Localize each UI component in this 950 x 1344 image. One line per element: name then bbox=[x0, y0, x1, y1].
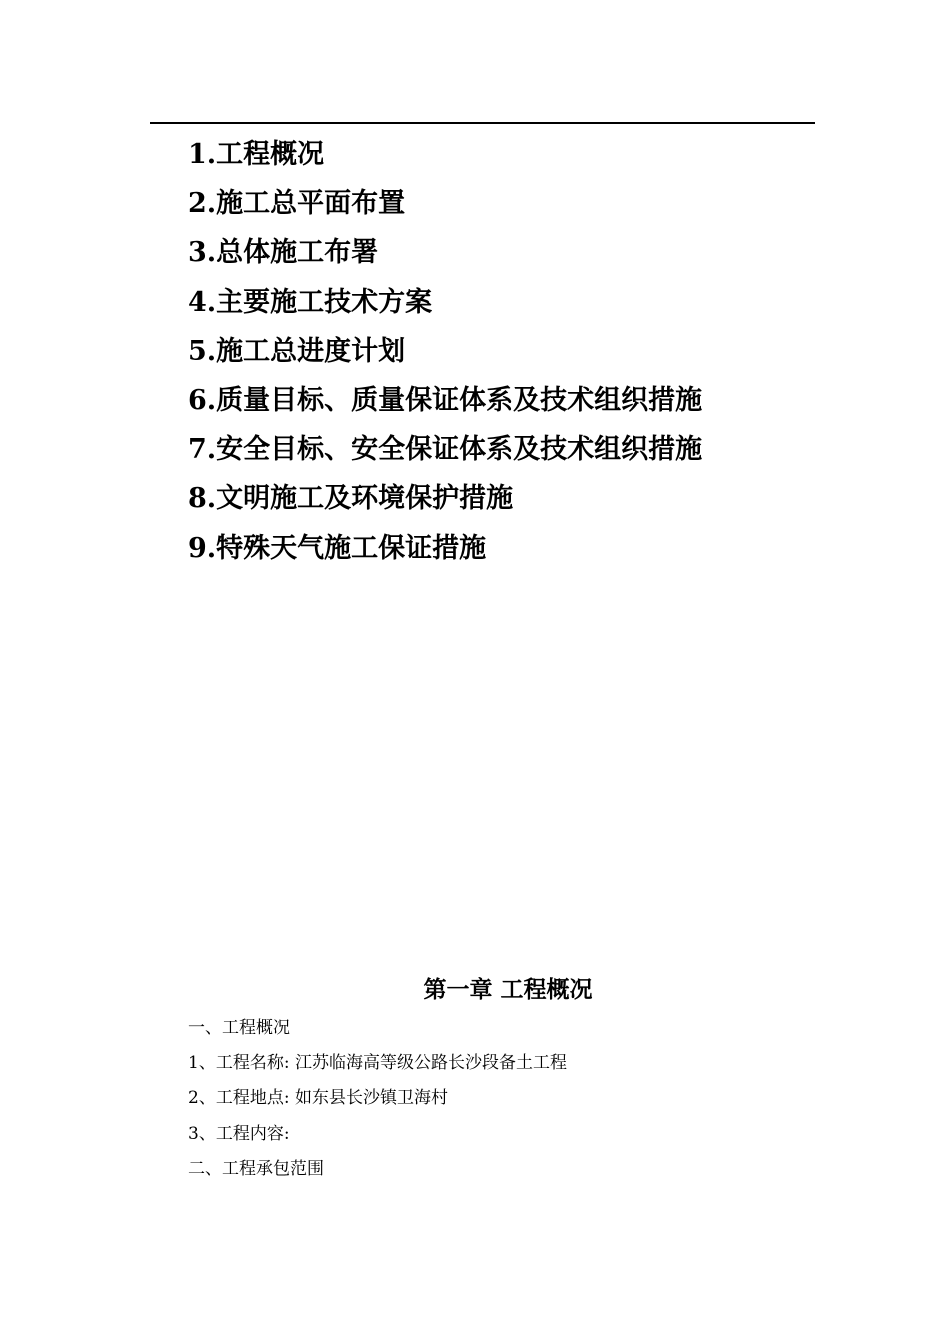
section-heading-overview: 一、工程概况 bbox=[188, 1018, 290, 1038]
header-rule bbox=[150, 122, 815, 124]
toc-item: 1.工程概况 bbox=[188, 139, 325, 170]
toc-item: 4.主要施工技术方案 bbox=[188, 286, 433, 318]
project-name-line: 1、工程名称: 江苏临海高等级公路长沙段备土工程 bbox=[188, 1053, 567, 1074]
toc-item: 9.特殊天气施工保证措施 bbox=[188, 532, 487, 564]
project-content-line: 3、工程内容: bbox=[188, 1123, 290, 1144]
chapter-title: 第一章 工程概况 bbox=[423, 976, 593, 1003]
chapter-body bbox=[188, 1014, 567, 1190]
toc-item: 8.文明施工及环境保护措施 bbox=[188, 483, 514, 515]
toc-item: 6.质量目标、质量保证体系及技术组织措施 bbox=[188, 384, 703, 416]
project-location-line: 2、工程地点: 如东县长沙镇卫海村 bbox=[188, 1088, 448, 1109]
toc-item: 5.施工总进度计划 bbox=[188, 335, 406, 367]
toc-item: 3.总体施工布署 bbox=[188, 237, 379, 269]
toc-item: 2.施工总平面布置 bbox=[188, 188, 406, 220]
toc-item: 7.安全目标、安全保证体系及技术组织措施 bbox=[188, 434, 703, 466]
table-of-contents bbox=[188, 136, 702, 579]
section-heading-scope: 二、工程承包范围 bbox=[188, 1158, 324, 1179]
